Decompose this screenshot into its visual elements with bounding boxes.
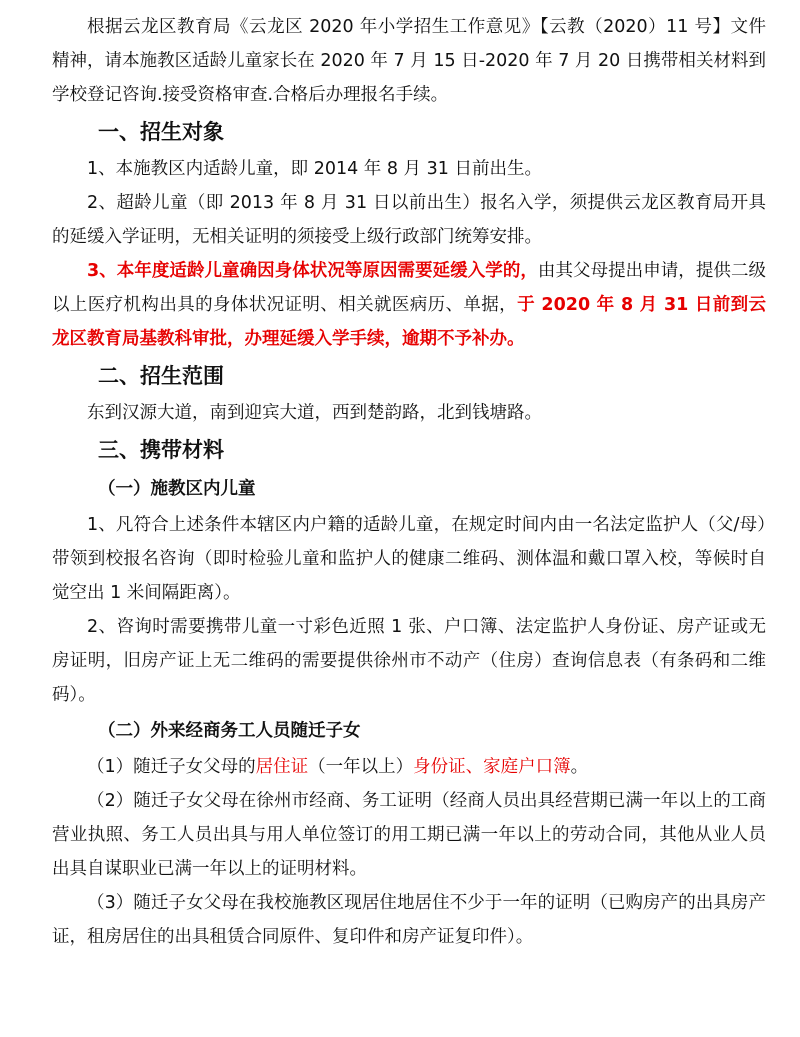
migrant-item-3: （3）随迁子女父母在我校施教区现居住地居住不少于一年的证明（已购房产的出具房产证，租房居住的出具租赁合同原件、复印件和房产证复印件）。	[52, 893, 766, 947]
target-item-3-red-deadline: 于 2020 年 8 月 31 日前到云龙区教育局基教科审批，办理延缓入学手续，逾期不予补办。	[52, 295, 766, 349]
migrant-item-1-id-card: 身份证	[413, 757, 466, 777]
target-item-2: 2、超龄儿童（即 2013 年 8 月 31 日以前出生）报名入学，须提供云龙区教育局开具的延缓入学证明，无相关证明的须接受上级行政部门统筹安排。	[52, 193, 766, 247]
subsection-heading-migrant-children: （二）外来经商务工人员随迁子女	[98, 721, 361, 741]
migrant-item-2: （2）随迁子女父母在徐州市经商、务工证明（经商人员出具经营期已满一年以上的工商营业执照、务工人员出具与用人单位签订的用工期已满一年以上的劳动合同，其他从业人员出具自谋职业已满一年以上的证明材料。	[52, 791, 766, 879]
local-item-1: 1、凡符合上述条件本辖区内户籍的适龄儿童，在规定时间内由一名法定监护人（父/母）带领到校报名咨询（即时检验儿童和监护人的健康二维码、测体温和戴口罩入校，等候时自觉空出 1 米间隔距离）。	[52, 515, 766, 603]
section-heading-materials: 三、携带材料	[98, 438, 224, 462]
range-paragraph: 东到汉源大道，南到迎宾大道，西到楚韵路，北到钱塘路。	[87, 403, 542, 423]
migrant-item-1-duration: （一年以上）	[308, 757, 414, 777]
migrant-item-1-lead: （1）随迁子女父母的	[87, 757, 256, 777]
migrant-item-1	[52, 750, 766, 784]
local-item-2: 2、咨询时需要携带儿童一寸彩色近照 1 张、户口簿、法定监护人身份证、房产证或无房证明，旧房产证上无二维码的需要提供徐州市不动产（住房）查询信息表（有条码和二维码）。	[52, 617, 766, 705]
target-item-3-body: 由其父母提出申请，提供二级以上医疗机构出具的身体状况证明、相关就医病历、单据，	[52, 261, 766, 315]
subsection-heading-local-children: （一）施教区内儿童	[98, 479, 256, 499]
section-heading-enrollment-target: 一、招生对象	[98, 120, 224, 144]
migrant-item-1-residence-permit: 居住证	[255, 757, 309, 777]
intro-paragraph: 根据云龙区教育局《云龙区 2020 年小学招生工作意见》【云教（2020）11 号】文件精神，请本施教区适龄儿童家长在 2020 年 7 月 15 日-2020 年 7 月 20 日携带相关材料到学校登记咨询.接受资格审查.合格后办理报名手续。	[52, 17, 766, 105]
migrant-item-1-separator: 、	[465, 757, 484, 777]
target-item-1: 1、本施教区内适龄儿童，即 2014 年 8 月 31 日前出生。	[87, 159, 542, 179]
migrant-item-1-household-register: 家庭户口簿	[483, 757, 571, 777]
target-item-3	[52, 254, 766, 356]
migrant-item-1-end: 。	[570, 757, 589, 777]
target-item-3-red-lead: 3、本年度适龄儿童确因身体状况等原因需要延缓入学的，	[87, 261, 538, 281]
section-heading-enrollment-range: 二、招生范围	[98, 364, 224, 388]
